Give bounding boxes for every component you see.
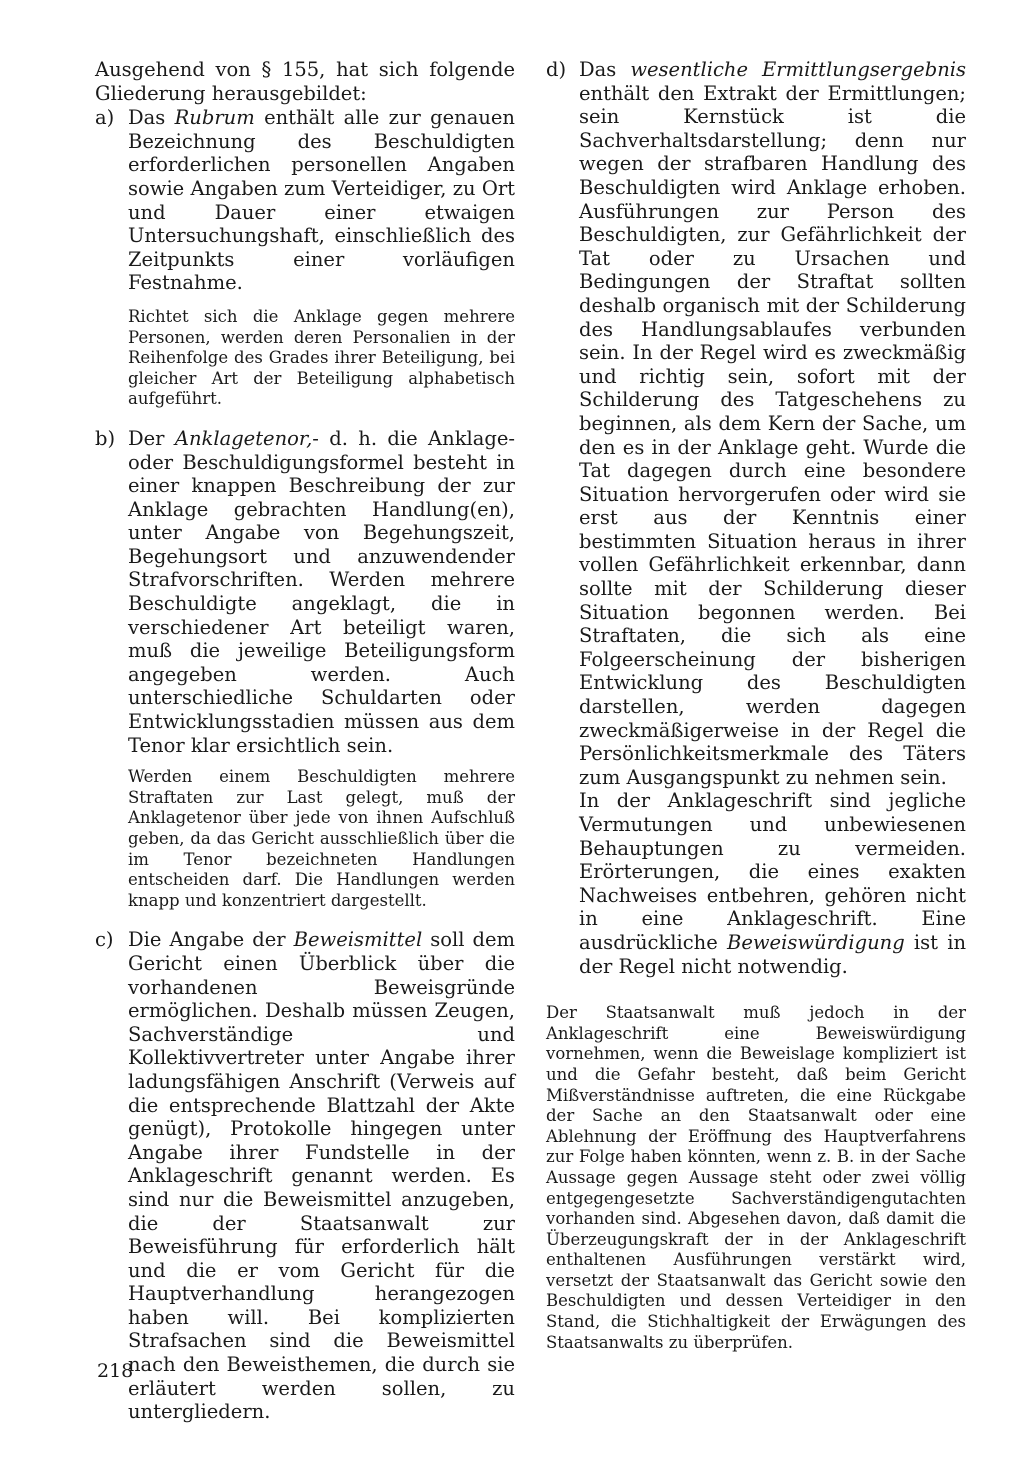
section-c-text: soll dem Gericht einen Überblick über die vorhandenen Beweisgründe ermöglichen. Deshalb müssen Zeugen, Sachverständige und Kollektivvertreter unter Angabe ihrer ladungsfähigen Anschrift (Verweis auf die entsprechende Blattzahl der Akte genügt), Protokolle hingegen unter Angabe ihrer Fundstelle in der Anklageschrift genannt werden. Es sind nur die Beweismittel anzugeben, die der Staatsanwalt zur Beweisführung für erforderlich hält und die er vom Gericht für die Hauptverhandlung herangezogen haben will. Bei komplizierten Strafsachen sind die Beweismittel nach den Beweisthemen, die durch sie erläutert werden sollen, zu untergliedern. <box>128 928 515 1424</box>
left-column <box>95 58 515 1424</box>
section-c-label: c) <box>95 928 114 952</box>
section-a <box>95 106 515 295</box>
section-c <box>95 928 515 1423</box>
page-number: 218 <box>97 1360 134 1382</box>
section-c-term: Beweismittel <box>293 928 423 952</box>
section-d <box>546 58 966 789</box>
section-d-label: d) <box>546 58 567 81</box>
section-d-term: wesentliche Ermittlungsergebnis <box>630 58 966 81</box>
section-a-term: Rubrum <box>174 106 255 130</box>
section-b-pre: Der <box>128 426 175 450</box>
note-beweiswuerdigung: Der Staatsanwalt muß jedoch in der Anklageschrift eine Beweiswürdigung vornehmen, wenn die Beweislage kompliziert ist und die Gefahr besteht, daß beim Gericht Mißverständnisse auftreten, die eine Rückgabe der Sache an den Staatsanwalt oder eine Ablehnung der Eröffnung des Hauptverfahrens zur Folge haben könnten, wenn z. B. in der Sache Aussage gegen Aussage steht oder zwei völlig entgegengesetzte Sachverständigengutachten vorhanden sind. Abgesehen davon, daß damit die Überzeugungskraft der in der Anklageschrift enthaltenen Ausführungen verstärkt wird, versetzt der Staatsanwalt das Gericht sowie den Beschuldigten und dessen Verteidiger in den Stand, die Stichhaltigkeit der Erwägungen des Staatsanwalts zu überprüfen. <box>546 1003 966 1352</box>
note-tenor: Werden einem Beschuldigten mehrere Straftaten zur Last gelegt, muß der Anklagetenor über jede von ihnen Aufschluß geben, da das Gericht ausschließlich über die im Tenor bezeichneten Handlungen entscheiden darf. Die Handlungen werden knapp und konzentriert dargestellt. <box>128 767 515 910</box>
section-d-p2-term: Beweiswürdigung <box>727 930 905 954</box>
section-d-paragraph-2 <box>546 789 966 978</box>
section-c-pre: Die Angabe der <box>128 928 294 952</box>
section-d-pre: Das <box>579 58 631 81</box>
section-a-label: a) <box>95 106 115 130</box>
section-d-text: enthält den Extrakt der Ermittlungen; sein Kernstück ist die Sachverhaltsdarstellung; denn nur wegen der strafbaren Handlung des Beschuldigten wird Anklage erhoben. Ausführungen zur Person des Beschuldigten, zur Gefährlichkeit der Tat oder zu Ursachen und Bedingungen der Straftat sollten deshalb organisch mit der Schilderung des Handlungsablaufes verbunden sein. In der Regel wird es zweckmäßig und richtig sein, sofort mit der Schilderung des Tatgeschehens zu beginnen, als dem Kern der Sache, um den es in der Anklage geht. Wurde die Tat dagegen durch eine besondere Situation hervorgerufen oder wird sie erst aus der Kenntnis einer bestimmten Situation heraus in ihrer vollen Gefährlichkeit erkennbar, dann sollte mit der Schilderung dieser Situation begonnen werden. Bei Straftaten, die sich als eine Folgeerscheinung der bisherigen Entwicklung des Beschuldigten darstellen, werden dagegen zweckmäßigerweise in der Regel die Persönlichkeitsmerkmale des Täters zum Ausgangspunkt zu nehmen sein. <box>579 81 966 789</box>
intro-paragraph: Ausgehend von § 155, hat sich folgende Gliederung herausgebildet: <box>95 58 515 105</box>
note-persons: Richtet sich die Anklage gegen mehrere Personen, werden deren Personalien in der Reihenfolge des Grades ihrer Beteiligung, bei gleicher Art der Beteiligung alphabetisch aufgeführt. <box>128 306 515 409</box>
section-d-p2-text: ist in der Regel nicht notwendig. <box>579 930 967 978</box>
section-b-label: b) <box>95 426 116 450</box>
section-d-p2-pre: In der Anklageschrift sind jegliche Vermutungen und unbewiesenen Behauptungen zu vermeiden. Erörterungen, die eines exakten Nachweises entbehren, gehören nicht in eine Anklageschrift. Eine ausdrückliche <box>579 789 966 954</box>
section-a-pre: Das <box>128 106 175 130</box>
section-b-text: - d. h. die Anklage- oder Beschuldigungsformel besteht in einer knappen Beschreibung der zur Anklage gebrachten Handlung(en), unter Angabe von Begehungszeit, Begehungsort und anzuwendender Strafvorschriften. Werden mehrere Beschuldigte angeklagt, die in verschiedener Art beteiligt waren, muß die jeweilige Beteiligungsform angegeben werden. Auch unterschiedliche Schuldarten oder Entwicklungsstadien müssen aus dem Tenor klar ersichtlich sein. <box>128 426 515 757</box>
section-b <box>95 427 515 757</box>
right-column <box>546 58 966 1353</box>
section-b-term: Anklagetenor, <box>174 426 313 450</box>
section-a-text: enthält alle zur genauen Bezeichnung des Beschuldigten erforderlichen personellen Angaben sowie Angaben zum Verteidiger, zu Ort und Dauer einer etwaigen Untersuchungshaft, einschließlich des Zeitpunkts einer vorläufigen Festnahme. <box>128 106 515 295</box>
